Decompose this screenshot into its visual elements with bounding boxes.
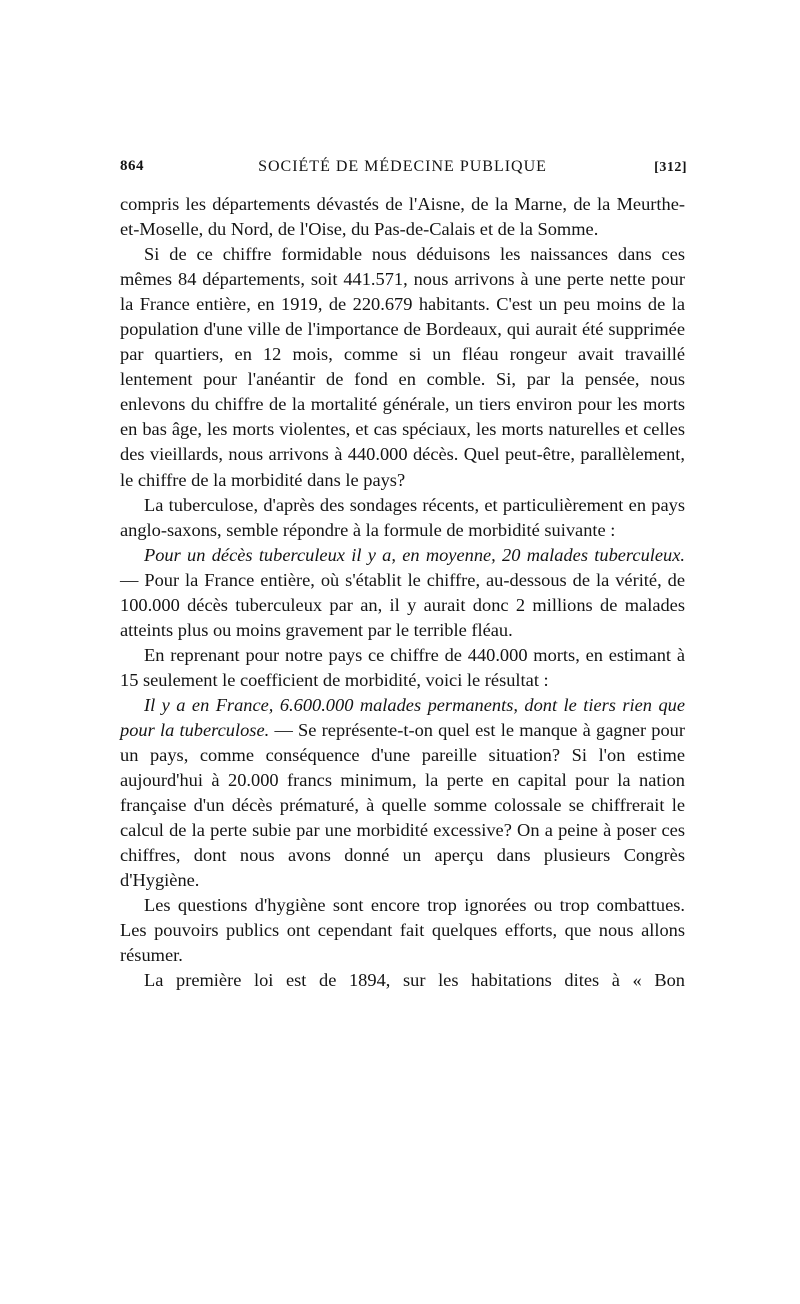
italic-result: Il y a en France, 6.600.000 malades permanents, dont le tiers rien que pour la tuberculose. xyxy=(120,694,685,740)
book-page xyxy=(120,148,685,994)
page-number: 864 xyxy=(120,158,144,174)
paragraph-tuberculosis-formula: La tuberculose, d'après des sondages récents, et particulièrement en pays anglo-saxons, semble répondre à la formule de morbidité suivante : xyxy=(120,494,685,540)
section-reference: [312] xyxy=(654,160,687,175)
paragraph-result xyxy=(120,693,685,893)
paragraph-hygiene-questions: Les questions d'hygiène sont encore trop ignorées ou trop combattues. Les pouvoirs publics ont cependant fait quelques efforts, que nous allons résumer. xyxy=(120,895,685,966)
italic-formula: Pour un décès tuberculeux il y a, en moyenne, 20 malades tuberculeux. xyxy=(144,544,685,565)
paragraph-text: — Pour la France entière, où s'établit le chiffre, au-dessous de la vérité, de 100.000 décès tuberculeux par an, il y aurait donc 2 millions de malades atteints plus ou moins gravement par le terrible fléau. xyxy=(120,569,685,640)
paragraph-morbidity-coefficient: En reprenant pour notre pays ce chiffre de 440.000 morts, en estimant à 15 seulement le coefficient de morbidité, voici le résultat : xyxy=(120,644,685,690)
paragraph-births-deduction: Si de ce chiffre formidable nous déduisons les naissances dans ces mêmes 84 départements, soit 441.571, nous arrivons à une perte nette pour la France entière, en 1919, de 220.679 habitants. C'est un peu moins de la population d'une ville de l'importance de Bordeaux, qui aurait été supprimée par quartiers, en 12 mois, comme si un fléau rongeur avait travaillé lentement pour l'anéantir de fond en comble. Si, par la pensée, nous enlevons du chiffre de la mortalité générale, un tiers environ pour les morts en bas âge, les morts violentes, et cas spéciaux, les morts naturelles et celles des vieillards, nous arrivons à 440.000 décès. Quel peut-être, parallèlement, le chiffre de la morbidité dans le pays? xyxy=(120,244,685,490)
running-header xyxy=(120,148,685,178)
paragraph-tuberculosis-estimate xyxy=(120,543,685,643)
running-title: SOCIÉTÉ DE MÉDECINE PUBLIQUE xyxy=(258,158,547,175)
paragraph-continuation: compris les départements dévastés de l'Aisne, de la Marne, de la Meurthe-et-Moselle, du Nord, de l'Oise, du Pas-de-Calais et de la Somme. xyxy=(120,194,685,240)
paragraph-text: — Se représente-t-on quel est le manque à gagner pour un pays, comme conséquence d'une pareille situation? Si l'on estime aujourd'hui à 20.000 francs minimum, la perte en capital pour la nation française d'un décès prématuré, à quelle somme colossale se chiffrerait le calcul de la perte subie par une morbidité excessive? On a peine à poser ces chiffres, dont nous avons donné un aperçu dans plusieurs Congrès d'Hygiène. xyxy=(120,719,685,891)
body-text xyxy=(120,192,685,994)
paragraph-first-law: La première loi est de 1894, sur les habitations dites à « Bon xyxy=(144,970,685,991)
